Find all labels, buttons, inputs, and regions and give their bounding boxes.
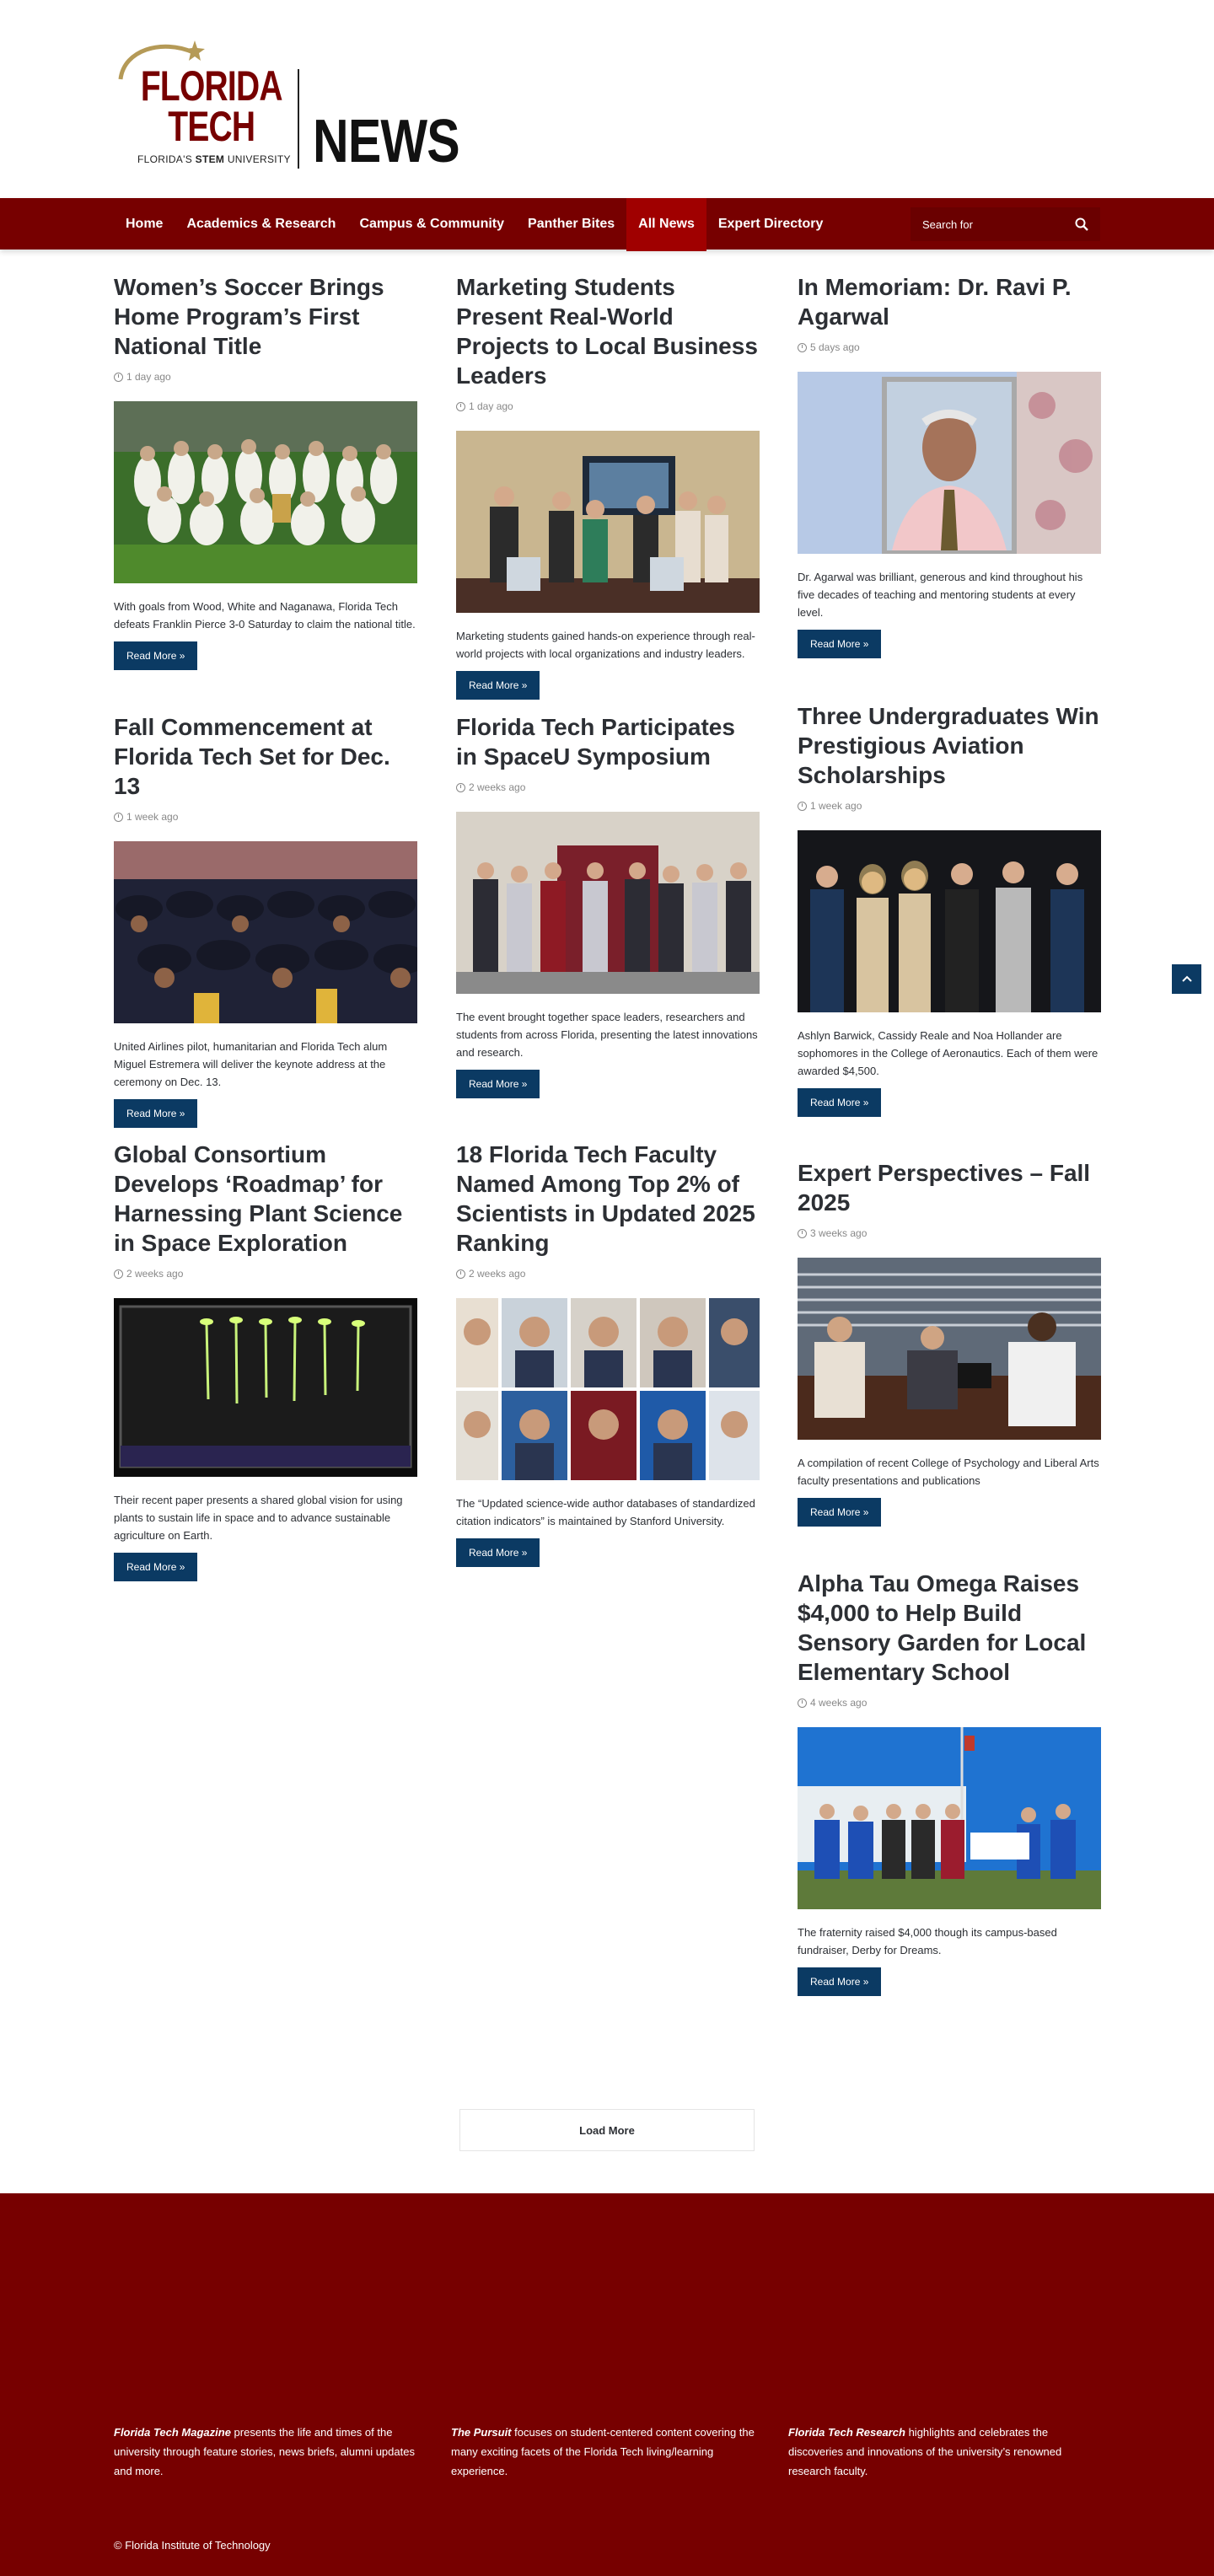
clock-icon xyxy=(456,402,465,411)
chevron-up-icon xyxy=(1182,974,1192,983)
article-card xyxy=(114,272,417,670)
clock-icon xyxy=(798,343,807,352)
clock-icon xyxy=(114,373,123,382)
article-card xyxy=(798,1158,1101,1527)
search-box xyxy=(910,207,1100,241)
article-date: 1 week ago xyxy=(114,811,417,823)
read-more-button[interactable]: Read More » xyxy=(114,1553,197,1581)
footer-copyright: © Florida Institute of Technology xyxy=(114,2539,271,2552)
article-card xyxy=(456,712,760,1098)
article-date: 1 week ago xyxy=(798,800,1101,812)
article-card xyxy=(798,1569,1101,1996)
article-thumbnail[interactable] xyxy=(798,372,1101,554)
nav-item-home[interactable]: Home xyxy=(126,217,164,231)
nav-item-panther-bites[interactable]: Panther Bites xyxy=(528,217,615,231)
article-title[interactable]: Three Undergraduates Win Prestigious Aviation Scholarships xyxy=(798,703,1099,788)
back-to-top-button[interactable] xyxy=(1172,964,1201,994)
article-title[interactable]: Global Consortium Develops ‘Roadmap’ for Harnessing Plant Science in Space Exploration xyxy=(114,1141,403,1256)
read-more-button[interactable]: Read More » xyxy=(798,630,881,658)
clock-icon xyxy=(798,802,807,811)
article-thumbnail[interactable] xyxy=(456,812,760,994)
logo-tagline: FLORIDA'S STEM UNIVERSITY xyxy=(137,153,291,165)
search-icon[interactable] xyxy=(1075,217,1088,231)
footer-research-blurb: Florida Tech Research highlights and celebrates the discoveries and innovations of the university’s renowned research faculty. xyxy=(788,2426,1062,2477)
nav-item-expert-directory[interactable]: Expert Directory xyxy=(717,217,824,231)
article-title[interactable]: Alpha Tau Omega Raises $4,000 to Help Build Sensory Garden for Local Elementary School xyxy=(798,1570,1087,1685)
nav-item-academics-research[interactable]: Academics & Research xyxy=(186,217,336,231)
read-more-button[interactable]: Read More » xyxy=(114,641,197,670)
main-nav xyxy=(0,198,1214,250)
article-date: 4 weeks ago xyxy=(798,1697,1101,1709)
article-thumbnail[interactable] xyxy=(114,1298,417,1477)
article-excerpt: Marketing students gained hands-on experience through real-world projects with local organizations and industry leaders. xyxy=(456,630,755,660)
article-excerpt: With goals from Wood, White and Naganawa, Florida Tech defeats Franklin Pierce 3-0 Saturday to claim the national title. xyxy=(114,600,416,631)
article-date: 5 days ago xyxy=(798,341,1101,353)
article-card xyxy=(798,701,1101,1117)
article-title[interactable]: Women’s Soccer Brings Home Program’s First National Title xyxy=(114,274,384,359)
article-date: 1 day ago xyxy=(456,400,760,412)
article-date: 3 weeks ago xyxy=(798,1227,1101,1239)
article-date: 2 weeks ago xyxy=(114,1268,417,1280)
article-excerpt: Dr. Agarwal was brilliant, generous and kind throughout his five decades of teaching and mentoring students at every level. xyxy=(798,571,1083,619)
read-more-button[interactable]: Read More » xyxy=(798,1088,881,1117)
footer-pursuit-link[interactable]: The Pursuit xyxy=(451,2426,512,2439)
clock-icon xyxy=(456,1269,465,1279)
article-title[interactable]: Florida Tech Participates in SpaceU Symposium xyxy=(456,714,735,770)
article-excerpt: Ashlyn Barwick, Cassidy Reale and Noa Hollander are sophomores in the College of Aeronautics. Each of them were awarded $4,500. xyxy=(798,1029,1099,1077)
article-title[interactable]: In Memoriam: Dr. Ravi P. Agarwal xyxy=(798,274,1072,330)
article-card xyxy=(114,1140,417,1581)
article-date: 2 weeks ago xyxy=(456,1268,760,1280)
article-excerpt: A compilation of recent College of Psychology and Liberal Arts faculty presentations and publications xyxy=(798,1457,1099,1487)
article-excerpt: The fraternity raised $4,000 though its campus-based fundraiser, Derby for Dreams. xyxy=(798,1926,1057,1956)
article-date: 1 day ago xyxy=(114,371,417,383)
article-thumbnail[interactable] xyxy=(114,841,417,1023)
clock-icon xyxy=(114,813,123,822)
article-title[interactable]: Fall Commencement at Florida Tech Set for Dec. 13 xyxy=(114,714,390,799)
read-more-button[interactable]: Read More » xyxy=(456,1070,540,1098)
article-card xyxy=(456,1140,760,1567)
read-more-button[interactable]: Read More » xyxy=(798,1967,881,1996)
clock-icon xyxy=(114,1269,123,1279)
footer-magazine-blurb: Florida Tech Magazine presents the life and times of the university through feature stories, news briefs, alumni updates and more. xyxy=(114,2426,415,2477)
article-thumbnail[interactable] xyxy=(456,1298,760,1480)
site-header xyxy=(0,0,1214,198)
site-footer xyxy=(0,2193,1214,2576)
article-title[interactable]: 18 Florida Tech Faculty Named Among Top 2% of Scientists in Updated 2025 Ranking xyxy=(456,1141,755,1256)
site-logo[interactable] xyxy=(114,37,459,175)
read-more-button[interactable]: Read More » xyxy=(114,1099,197,1128)
read-more-button[interactable]: Read More » xyxy=(456,1538,540,1567)
footer-pursuit-blurb: The Pursuit focuses on student-centered content covering the many exciting facets of the Florida Tech living/learning experience. xyxy=(451,2426,755,2477)
article-date: 2 weeks ago xyxy=(456,781,760,793)
article-card xyxy=(456,272,760,700)
article-thumbnail[interactable] xyxy=(114,401,417,583)
load-more-button[interactable]: Load More xyxy=(459,2109,755,2151)
clock-icon xyxy=(798,1699,807,1708)
footer-research-link[interactable]: Florida Tech Research xyxy=(788,2426,905,2439)
article-thumbnail[interactable] xyxy=(456,431,760,613)
article-excerpt: Their recent paper presents a shared global vision for using plants to sustain life in space and to advance sustainable agriculture on Earth. xyxy=(114,1494,403,1542)
article-excerpt: The event brought together space leaders, researchers and students from across Florida, presenting the latest innovations and research. xyxy=(456,1011,758,1059)
article-title[interactable]: Expert Perspectives – Fall 2025 xyxy=(798,1160,1091,1216)
article-excerpt: United Airlines pilot, humanitarian and Florida Tech alum Miguel Estremera will deliver the keynote address at the ceremony on Dec. 13. xyxy=(114,1040,388,1088)
article-thumbnail[interactable] xyxy=(798,830,1101,1012)
article-card xyxy=(798,272,1101,658)
article-thumbnail[interactable] xyxy=(798,1258,1101,1440)
search-input[interactable] xyxy=(910,218,1062,231)
logo-divider xyxy=(298,69,299,169)
article-title[interactable]: Marketing Students Present Real-World Projects to Local Business Leaders xyxy=(456,274,758,389)
logo-news: NEWS xyxy=(313,108,459,175)
article-thumbnail[interactable] xyxy=(798,1727,1101,1909)
nav-item-all-news[interactable]: All News xyxy=(626,198,706,251)
read-more-button[interactable]: Read More » xyxy=(798,1498,881,1527)
clock-icon xyxy=(798,1229,807,1238)
article-excerpt: The “Updated science-wide author databases of standardized citation indicators” is maintained by Stanford University. xyxy=(456,1497,755,1527)
clock-icon xyxy=(456,783,465,792)
nav-item-campus-community[interactable]: Campus & Community xyxy=(359,217,505,231)
footer-magazine-link[interactable]: Florida Tech Magazine xyxy=(114,2426,231,2439)
read-more-button[interactable]: Read More » xyxy=(456,671,540,700)
article-card xyxy=(114,712,417,1128)
logo-wordmark: FLORIDA TECH xyxy=(140,62,282,150)
